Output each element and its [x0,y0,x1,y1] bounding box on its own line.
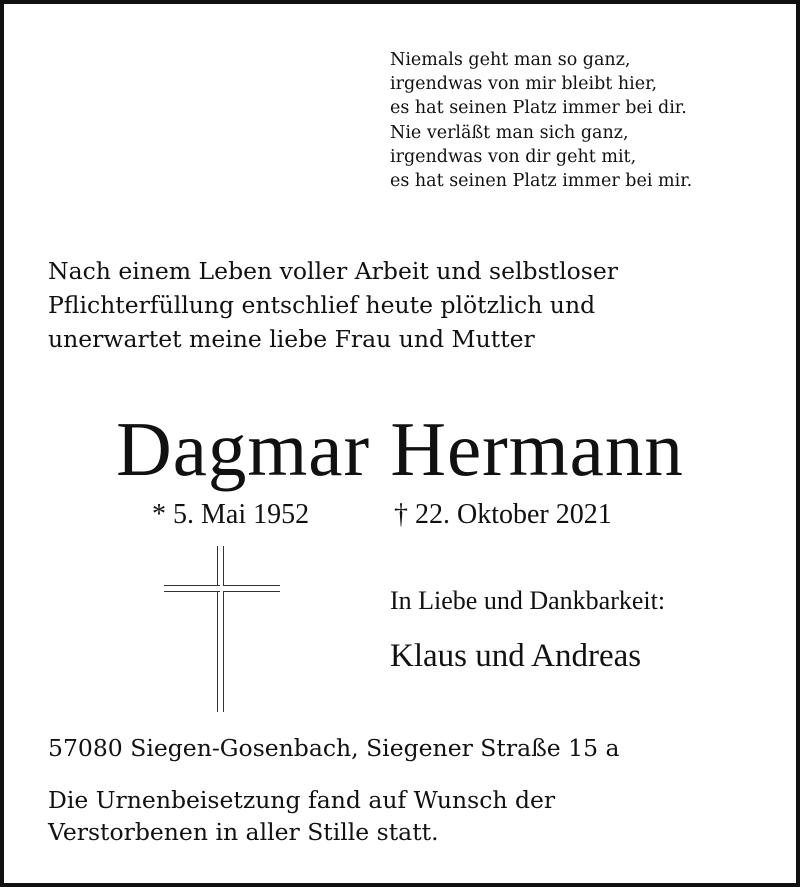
death-date: † 22. Oktober 2021 [394,499,612,530]
cross-icon [162,546,282,714]
poem-line: irgendwas von dir geht mit, [390,146,637,167]
burial-notice [48,784,555,848]
deceased-name: Dagmar Hermann [116,406,684,492]
poem-line: es hat seinen Platz immer bei mir. [390,171,693,192]
notice-line: Die Urnenbeisetzung fand auf Wunsch der [48,786,556,814]
poem-line: Niemals geht man so ganz, [390,50,631,70]
intro-line: Pflichterfüllung entschlief heute plötzlich und [48,291,596,319]
intro-line: unerwartet meine liebe Frau und Mutter [48,325,535,353]
notice-line: Verstorbenen in aller Stille statt. [48,818,439,846]
intro-line: Nach einem Leben voller Arbeit und selbstloser [48,257,618,285]
thanks-line: In Liebe und Dankbarkeit: [390,586,666,615]
intro-text [48,254,618,356]
poem-line: irgendwas von mir bleibt hier, [390,74,658,95]
poem-line: Nie verläßt man sich ganz, [390,122,629,143]
mourners-names: Klaus und Andreas [390,638,642,674]
birth-date: * 5. Mai 1952 [152,499,310,530]
cross-vertical-beam [217,546,224,712]
cross-joint [220,585,223,593]
poem [390,48,692,193]
poem-line: es hat seinen Platz immer bei dir. [390,98,687,119]
address: 57080 Siegen-Gosenbach, Siegener Straße 15 a [48,734,620,762]
